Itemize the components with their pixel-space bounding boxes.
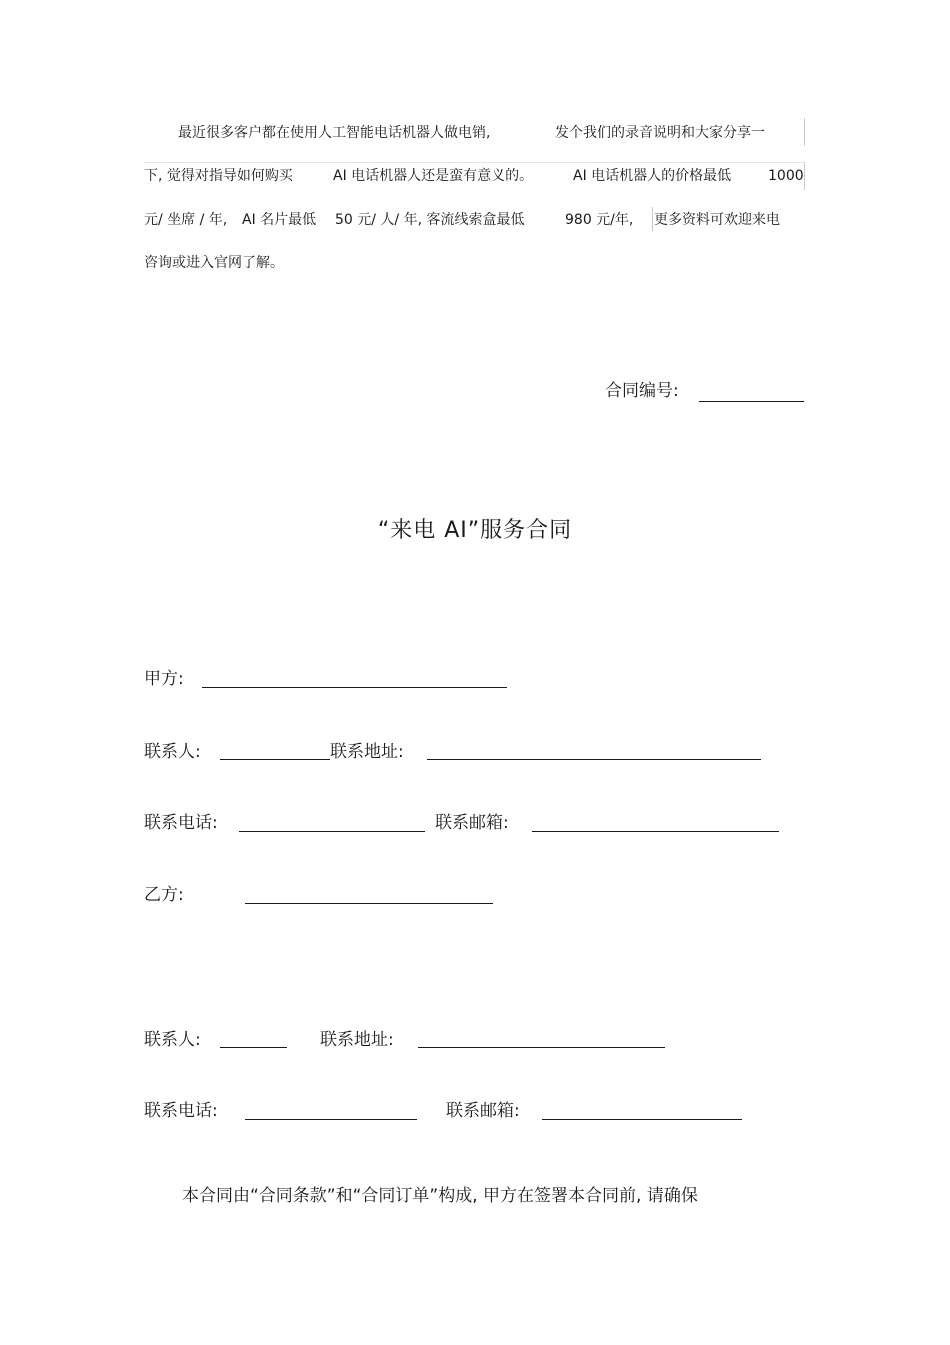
intro-text: 下, 觉得对指导如何购买	[144, 168, 293, 184]
intro-text: AI 电话机器人的价格最低	[573, 168, 732, 184]
contract-number-blank[interactable]	[699, 401, 804, 402]
party-a-label: 甲方:	[144, 669, 184, 689]
a-email-label: 联系邮箱:	[435, 813, 509, 833]
party-b-label: 乙方:	[144, 885, 184, 905]
contract-title: “来电 AI”服务合同	[377, 518, 573, 543]
b-email-blank[interactable]	[542, 1119, 742, 1120]
a-address-label: 联系地址:	[330, 742, 404, 762]
intro-text: 50 元/ 人/ 年, 客流线索盒最低	[335, 212, 525, 228]
intro-text: 更多资料可欢迎来电	[654, 212, 780, 228]
a-phone-label: 联系电话:	[144, 813, 218, 833]
intro-text: 发个我们的录音说明和大家分享一	[555, 125, 765, 141]
a-email-blank[interactable]	[532, 831, 779, 832]
b-address-label: 联系地址:	[320, 1030, 394, 1050]
a-phone-blank[interactable]	[239, 831, 425, 832]
intro-text: 咨询或进入官网了解。	[144, 255, 284, 271]
b-contact-blank[interactable]	[220, 1047, 287, 1048]
intro-text: 1000	[768, 168, 804, 184]
intro-text: AI 名片最低	[242, 212, 317, 228]
b-phone-blank[interactable]	[245, 1119, 417, 1120]
a-address-blank[interactable]	[427, 759, 761, 760]
a-contact-label: 联系人:	[144, 742, 201, 762]
text-box-border	[144, 162, 804, 163]
text-box-border	[652, 207, 653, 231]
a-contact-blank[interactable]	[220, 759, 330, 760]
party-a-blank[interactable]	[202, 687, 507, 688]
text-box-border	[804, 162, 805, 190]
contract-number-label: 合同编号:	[605, 381, 679, 401]
b-address-blank[interactable]	[418, 1047, 665, 1048]
party-b-blank[interactable]	[245, 903, 493, 904]
text-box-border	[804, 118, 805, 146]
b-email-label: 联系邮箱:	[446, 1101, 520, 1121]
b-phone-label: 联系电话:	[144, 1101, 218, 1121]
closing-paragraph: 本合同由“合同条款”和“合同订单”构成, 甲方在签署本合同前, 请确保	[182, 1186, 698, 1206]
intro-text: AI 电话机器人还是蛮有意义的。	[333, 168, 534, 184]
intro-text: 980 元/年,	[565, 212, 634, 228]
intro-text: 最近很多客户都在使用人工智能电话机器人做电销,	[178, 125, 491, 141]
intro-text: 元/ 坐席 / 年,	[144, 212, 228, 228]
b-contact-label: 联系人:	[144, 1030, 201, 1050]
